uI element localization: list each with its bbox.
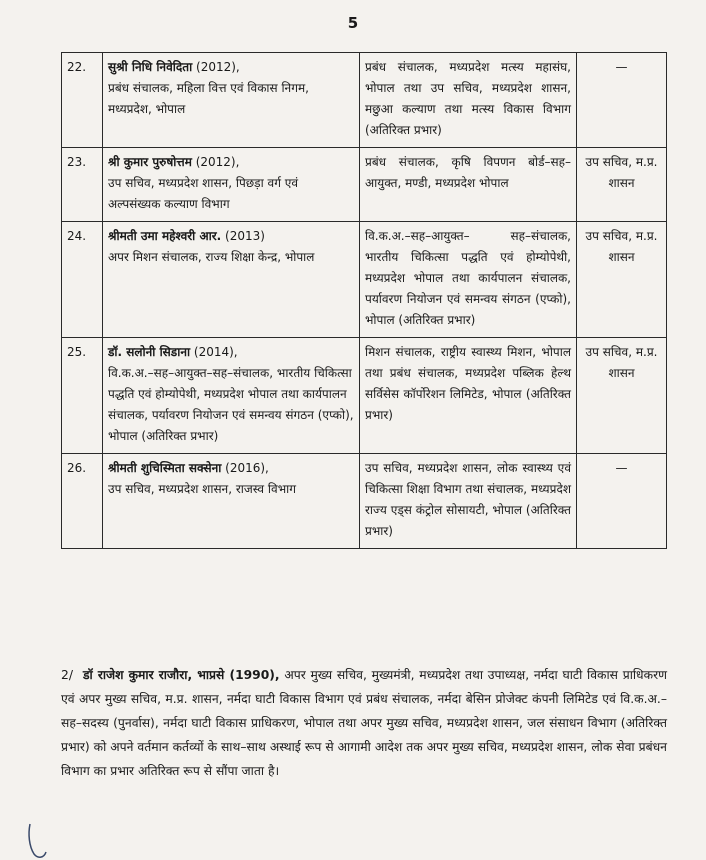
table-row — [62, 148, 667, 222]
table-row — [62, 338, 667, 454]
serial-number: 25. — [62, 338, 103, 454]
parent-post: उप सचिव, म.प्र. शासन — [577, 222, 667, 338]
current-post: उप सचिव, मध्यप्रदेश शासन, पिछड़ा वर्ग एवं अल्पसंख्यक कल्याण विभाग — [108, 176, 299, 211]
parent-post: — — [577, 53, 667, 148]
current-post: अपर मिशन संचालक, राज्य शिक्षा केन्द्र, भोपाल — [108, 250, 315, 264]
officer-name: श्रीमती उमा महेश्वरी आर. — [108, 229, 222, 243]
parent-post: उप सचिव, म.प्र. शासन — [577, 338, 667, 454]
officer-cell — [103, 53, 360, 148]
batch-year: (2012), — [191, 155, 240, 169]
paragraph-text: अपर मुख्य सचिव, मुख्यमंत्री, मध्यप्रदेश तथा उपाध्यक्ष, नर्मदा घाटी विकास प्राधिकरण एवं अपर मुख्य सचिव, म.प्र. शासन, नर्मदा घाटी विकास विभाग एवं प्रबंध संचालक, नर्मदा बेसिन प्रोजेक्ट कंपनी लिमिटेड एवं वि.क.अ.–सह–सदस्य (पुनर्वास), नर्मदा घाटी विकास प्राधिकरण, भोपाल तथा अपर मुख्य सचिव, मध्यप्रदेश शासन, जल संसाधन विभाग (अतिरिक्त प्रभार) को अपने वर्तमान कर्तव्यों के साथ–साथ अस्थाई रूप से आगामी आदेश तक अपर मुख्य सचिव, मध्यप्रदेश शासन, लोक सेवा प्रबंधन विभाग का प्रभार अतिरिक्त रूप से सौंपा जाता है। — [61, 668, 667, 778]
officer-name: सुश्री निधि निवेदिता — [108, 60, 193, 74]
parent-post: — — [577, 454, 667, 549]
officer-name: डॉ. सलोनी सिडाना — [108, 345, 191, 359]
officer-name: श्री कुमार पुरुषोत्तम — [108, 155, 192, 169]
officer-name: श्रीमती शुचिस्मिता सक्सेना — [108, 461, 222, 475]
serial-number: 22. — [62, 53, 103, 148]
serial-number: 23. — [62, 148, 103, 222]
officer-cell — [103, 454, 360, 549]
paragraph-number: 2/ — [61, 668, 73, 682]
serial-number: 24. — [62, 222, 103, 338]
additional-charge: प्रबंध संचालक, मध्यप्रदेश मत्स्य महासंघ, भोपाल तथा उप सचिव, मध्यप्रदेश शासन, मछुआ कल्याण तथा मत्स्य विकास विभाग (अतिरिक्त प्रभार) — [360, 53, 577, 148]
table-row — [62, 454, 667, 549]
batch-year: (2016), — [221, 461, 269, 475]
current-post: उप सचिव, मध्यप्रदेश शासन, राजस्व विभाग — [108, 482, 296, 496]
officer-cell — [103, 338, 360, 454]
serial-number: 26. — [62, 454, 103, 549]
table-row — [62, 222, 667, 338]
order-paragraph — [61, 663, 667, 783]
additional-charge: प्रबंध संचालक, कृषि विपणन बोर्ड–सह–आयुक्त, मण्डी, मध्यप्रदेश भोपाल — [360, 148, 577, 222]
batch-year: (2012), — [192, 60, 240, 74]
additional-charge: मिशन संचालक, राष्ट्रीय स्वास्थ्य मिशन, भोपाल तथा प्रबंध संचालक, मध्यप्रदेश पब्लिक हेल्थ सर्विसेस कॉर्पोरेशन लिमिटेड, भोपाल (अतिरिक्त प्रभार) — [360, 338, 577, 454]
batch-year: (2013) — [221, 229, 265, 243]
margin-pen-mark — [26, 822, 52, 860]
additional-charge: उप सचिव, मध्यप्रदेश शासन, लोक स्वास्थ्य एवं चिकित्सा शिक्षा विभाग तथा संचालक, मध्यप्रदेश राज्य एड्स कंट्रोल सोसायटी, भोपाल (अतिरिक्त प्रभार) — [360, 454, 577, 549]
parent-post: उप सचिव, म.प्र. शासन — [577, 148, 667, 222]
officer-cell — [103, 148, 360, 222]
current-post: प्रबंध संचालक, महिला वित्त एवं विकास निगम, मध्यप्रदेश, भोपाल — [108, 81, 309, 116]
batch-year: (2014), — [190, 345, 238, 359]
posting-table — [61, 52, 667, 549]
table-row — [62, 53, 667, 148]
page-number: 5 — [347, 14, 359, 32]
officer-name: डॉ राजेश कुमार राजौरा, भाप्रसे (1990), — [82, 668, 280, 682]
officer-cell — [103, 222, 360, 338]
additional-charge: वि.क.अ.–सह–आयुक्त– सह–संचालक, भारतीय चिकित्सा पद्धति एवं होम्योपेथी, मध्यप्रदेश भोपाल तथा कार्यपालन संचालक, पर्यावरण नियोजन एवं समन्वय संगठन (एप्को), भोपाल (अतिरिक्त प्रभार) — [360, 222, 577, 338]
current-post: वि.क.अ.–सह–आयुक्त–सह–संचालक, भारतीय चिकित्सा पद्धति एवं होम्योपेथी, मध्यप्रदेश भोपाल तथा कार्यपालन संचालक, पर्यावरण नियोजन एवं समन्वय संगठन (एप्को), भोपाल (अतिरिक्त प्रभार) — [108, 366, 354, 443]
